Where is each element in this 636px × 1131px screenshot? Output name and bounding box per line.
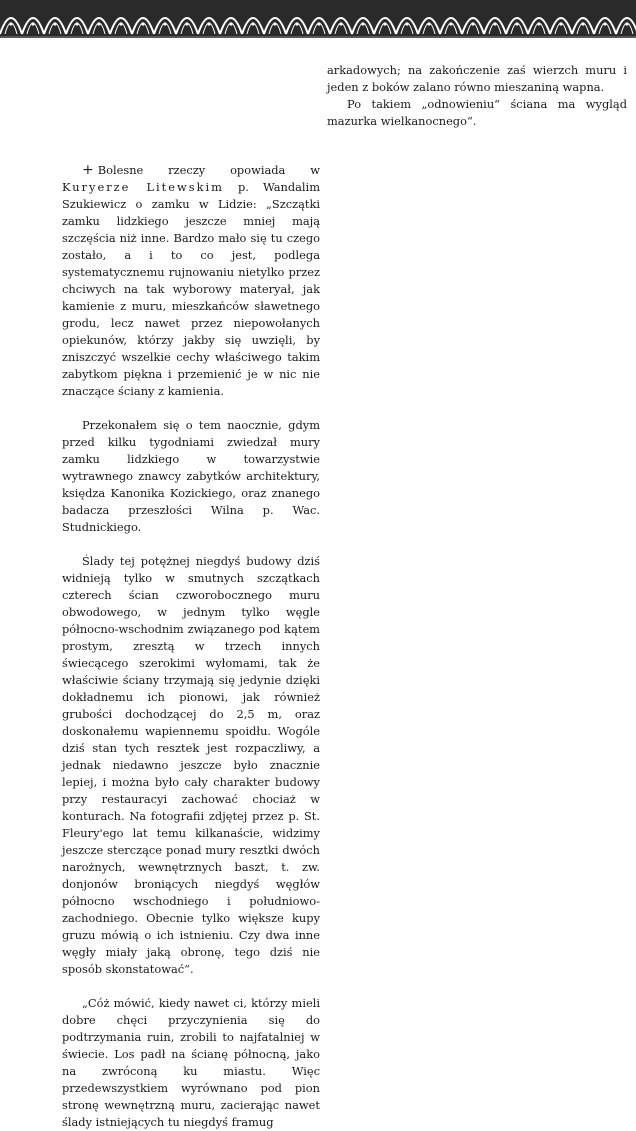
paragraph-1-body: p. Wandalim Szukiewicz o zamku w Lidzie: „Szczątki zamku lidzkiego jeszcze mniej mają szczęścia niż inne. Bardzo mało się tu czego zostało, a i to co jest, podlega systematycznemu rujnowaniu nietylko przez chciwych na tak wyborowy materyał, jak kamienie z muru, mieszkańców sławetnego grodu, lecz nawet przez niepowołanych opiekunów, którzy jakby się uwzięli, by zniszczyć wszelkie cechy właściwego takim zabytkom piękna i przemienić je w nic nie znaczące ściany z kamienia. [62,180,321,398]
border-dot [537,22,540,25]
border-dot [493,22,496,25]
border-dot [427,22,430,25]
border-dot [471,22,474,25]
border-dot [625,22,628,25]
border-dot [361,22,364,25]
border-dot [75,22,78,25]
border-dot [53,22,56,25]
right-paragraph-2: Po takiem „odnowieniu“ ściana ma wygląd mazurka wielkanocnego“. [327,97,627,128]
border-dot [9,22,12,25]
border-dot [449,22,452,25]
border-dot [97,22,100,25]
border-dot [405,22,408,25]
border-dot [559,22,562,25]
newspaper-name: Kuryerze Litewskim [62,180,224,194]
border-dot [119,22,122,25]
border-dot [295,22,298,25]
border-dot [273,22,276,25]
cross-mark: + [82,162,94,178]
left-paragraph-3: Ślady tej potężnej niegdyś budowy dziś widnieją tylko w smutnych szczątkach czterech ścian czworobocznego muru obwodowego, w jednym tylko węgle północno-wschodnim związanego pod kątem prostym, zresztą w trzech innych świecącego szerokimi wyłomami, tak że właściwie ściany trzymają się jedynie dzięki dokładnemu ich pionowi, jak również grubości dochodzącej do 2,5 m, oraz doskonałemu wapiennemu spoidłu. Wogóle dziś stan tych resztek jest rozpaczliwy, a jednak niedawno jeszcze było znacznie lepiej, i można było cały charakter budowy przy restauracyi zachować chociaż w konturach. Na fotografii zdjętej przez p. St. Fleury'ego lat temu kilkanaście, widzimy jeszcze sterczące ponad mury resztki dwóch narożnych, wewnętrznych baszt, t. zw. donjonów broniących niegdyś węgłów północno wschodniego i południowo-zachodniego. Obecnie tylko większe kupy gruzu mówią o ich istnieniu. Czy dwa inne węgły miały jaką obronę, tego dziś nie sposób skonstatować“. [62,554,320,976]
border-dot [185,22,188,25]
right-paragraph-1: arkadowych; na zakończenie zaś wierzch muru i jeden z boków zalano równo mieszaniną wapna. [327,63,627,94]
left-paragraph-4: „Cóż mówić, kiedy nawet ci, którzy mieli dobre chęci przyczynienia się do podtrzymania ruin, zrobili to najfatalniej w świecie. Los padł na ścianę północną, jako na zwróconą ku miastu. Więc przedewszystkiem wyrównano pod pion stronę wewnętrzną muru, zacierając nawet ślady istniejących tu niegdyś framug [62,996,320,1129]
border-dot [207,22,210,25]
border-dot [141,22,144,25]
border-dot [603,22,606,25]
border-dot [383,22,386,25]
border-dot [515,22,518,25]
border-dot [251,22,254,25]
border-dot [317,22,320,25]
left-column [62,162,320,1131]
border-dot [31,22,34,25]
left-paragraph-2: Przekonałem się o tem naocznie, gdym przed kilku tygodniami zwiedzał mury zamku lidzkiego w towarzystwie wytrawnego znawcy zabytków architektury, księdza Kanonika Kozickiego, oraz znanego badacza przeszłości Wilna p. Wac. Studnickiego. [62,418,320,534]
border-dot [229,22,232,25]
ornamental-border [0,0,636,40]
border-dot [339,22,342,25]
border-dot [163,22,166,25]
paragraph-1-intro: Bolesne rzeczy opowiada w [97,163,320,177]
left-paragraph-1 [62,162,320,400]
right-column [327,62,627,130]
border-dot [581,22,584,25]
